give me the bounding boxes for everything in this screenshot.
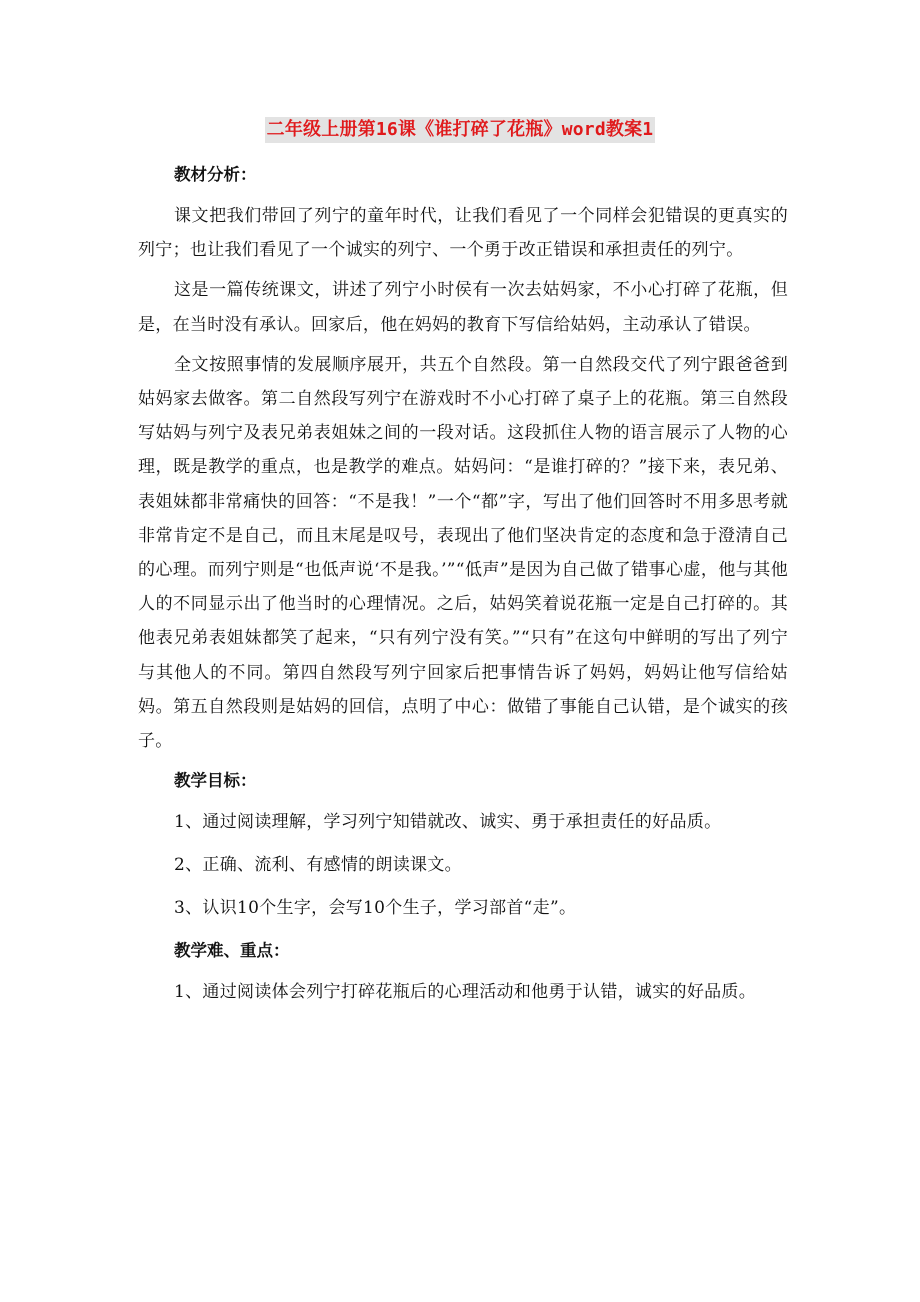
title-container	[0, 117, 920, 143]
analysis-paragraph-1: 课文把我们带回了列宁的童年时代，让我们看见了一个同样会犯错误的更真实的列宁；也让我们看见了一个诚实的列宁、一个勇于改正错误和承担责任的列宁。	[138, 206, 788, 261]
section-heading-key-points: 教学难、重点：	[174, 941, 290, 961]
section-heading-analysis: 教材分析：	[174, 165, 257, 184]
document-title: 二年级上册第16课《谁打碎了花瓶》word教案1	[265, 117, 656, 143]
section-heading-goals: 教学目标：	[174, 771, 257, 791]
key-point-item-1: 1、通过阅读体会列宁打碎花瓶后的心理活动和他勇于认错，诚实的好品质。	[174, 982, 757, 1003]
analysis-paragraph-2: 这是一篇传统课文，讲述了列宁小时侯有一次去姑妈家，不小心打碎了花瓶，但是，在当时没有承认。回家后，他在妈妈的教育下写信给姑妈，主动承认了错误。	[138, 280, 788, 335]
goal-item-2: 2、正确、流利、有感情的朗读课文。	[174, 855, 462, 876]
goal-item-1: 1、通过阅读理解，学习列宁知错就改、诚实、勇于承担责任的好品质。	[174, 812, 722, 833]
document-body	[138, 158, 788, 1018]
analysis-paragraph-3: 全文按照事情的发展顺序展开，共五个自然段。第一自然段交代了列宁跟爸爸到姑妈家去做客。第二自然段写列宁在游戏时不小心打碎了桌子上的花瓶。第三自然段写姑妈与列宁及表兄弟表姐妹之间的一段对话。这段抓住人物的语言展示了人物的心理，既是教学的重点，也是教学的难点。姑妈问：“是谁打碎的？”接下来，表兄弟、表姐妹都非常痛快的回答：“不是我！”一个“都”字，写出了他们回答时不用多思考就非常肯定不是自己，而且末尾是叹号，表现出了他们坚决肯定的态度和急于澄清自己的心理。而列宁则是“也低声说‘不是我。’”“低声”是因为自己做了错事心虚，他与其他人的不同显示出了他当时的心理情况。之后，姑妈笑着说花瓶一定是自己打碎的。其他表兄弟表姐妹都笑了起来，“只有列宁没有笑。”“只有”在这句中鲜明的写出了列宁与其他人的不同。第四自然段写列宁回家后把事情告诉了妈妈，妈妈让他写信给姑妈。第五自然段则是姑妈的回信，点明了中心：做错了事能自己认错，是个诚实的孩子。	[138, 354, 788, 752]
goal-item-3: 3、认识10个生字，会写10个生子，学习部首“走”。	[174, 898, 577, 919]
